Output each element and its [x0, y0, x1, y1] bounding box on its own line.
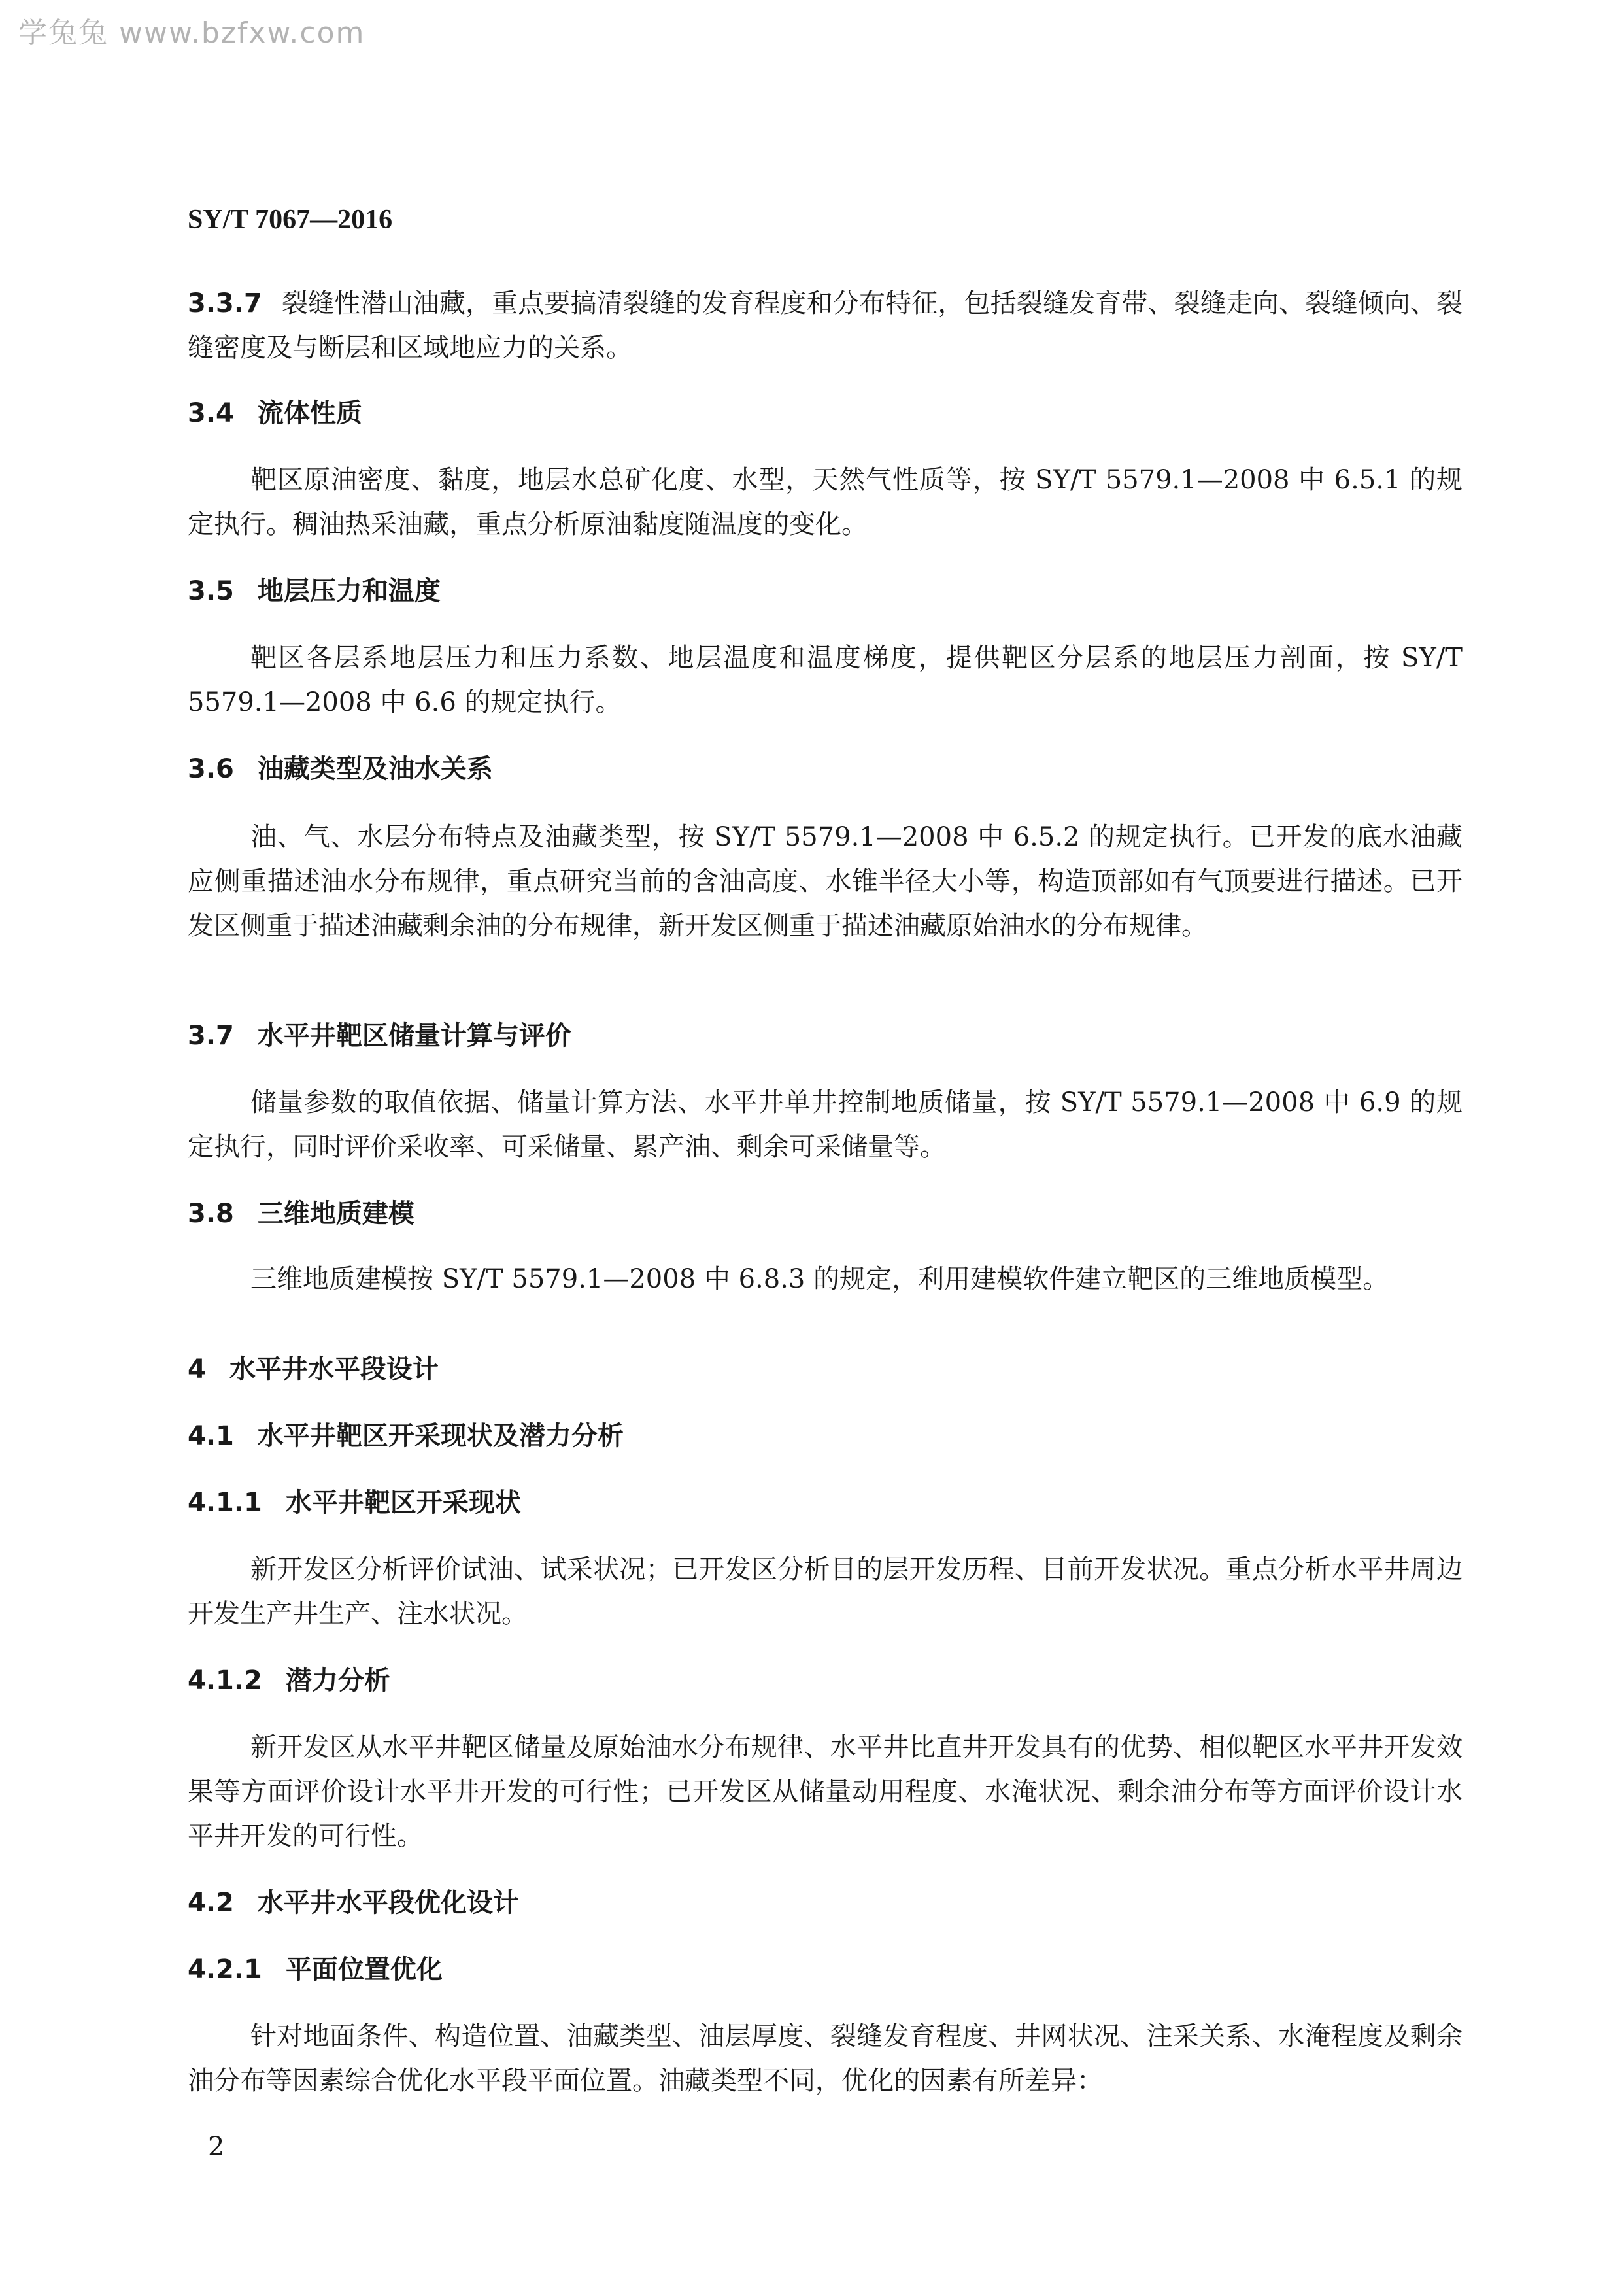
page-number: 2: [208, 2132, 225, 2162]
section-4-1-1-body: [188, 1547, 1463, 1636]
section-number: 3.4: [188, 398, 234, 428]
section-3-6-body: [188, 815, 1463, 948]
section-4-heading: [188, 1351, 1463, 1388]
section-title: 三维地质建模: [257, 1199, 414, 1229]
section-title: 地层压力和温度: [257, 576, 441, 606]
section-number: 3.8: [188, 1199, 234, 1229]
section-title: 潜力分析: [285, 1666, 390, 1696]
section-number: 3.5: [188, 576, 234, 606]
section-4-1-2-body: [188, 1725, 1463, 1858]
section-4-1-heading: [188, 1418, 1463, 1454]
section-number: 3.6: [188, 754, 234, 784]
section-number: 4: [188, 1354, 206, 1384]
section-3-4-heading: [188, 395, 1463, 432]
section-title: 平面位置优化: [285, 1955, 443, 1985]
section-number: 3.7: [188, 1021, 234, 1051]
section-title: 流体性质: [257, 398, 362, 428]
section-number: 3.3.7: [188, 288, 262, 318]
section-3-5-body: [188, 636, 1463, 725]
paragraph-text: 针对地面条件、构造位置、油藏类型、油层厚度、裂缝发育程度、井网状况、注采关系、水淹程度及剩余油分布等因素综合优化水平段平面位置。油藏类型不同，优化的因素有所差异：: [188, 2021, 1463, 2096]
paragraph-text: 储量参数的取值依据、储量计算方法、水平井单井控制地质储量，按 SY/T 5579.1—2008 中 6.9 的规定执行，同时评价采收率、可采储量、累产油、剩余可采储量等。: [188, 1087, 1463, 1162]
section-number: 4.1.2: [188, 1666, 262, 1696]
section-4-2-1-body: [188, 2014, 1463, 2103]
section-number: 4.1: [188, 1421, 234, 1451]
section-title: 水平井靶区开采现状及潜力分析: [257, 1421, 624, 1451]
section-3-8-body: [188, 1257, 1463, 1301]
section-title: 水平井靶区开采现状: [285, 1488, 521, 1518]
section-3-7-heading: [188, 1018, 1463, 1054]
paragraph-text: 三维地质建模按 SY/T 5579.1—2008 中 6.8.3 的规定，利用建模软件建立靶区的三维地质模型。: [250, 1264, 1389, 1294]
section-3-6-heading: [188, 751, 1463, 787]
paragraph-text: 靶区各层系地层压力和压力系数、地层温度和温度梯度，提供靶区分层系的地层压力剖面，按 SY/T 5579.1—2008 中 6.6 的规定执行。: [188, 643, 1463, 717]
section-4-2-heading: [188, 1885, 1463, 1921]
paragraph-text: 新开发区分析评价试油、试采状况；已开发区分析目的层开发历程、目前开发状况。重点分析水平井周边开发生产井生产、注水状况。: [188, 1554, 1463, 1629]
paragraph-text: 新开发区从水平井靶区储量及原始油水分布规律、水平井比直井开发具有的优势、相似靶区水平井开发效果等方面评价设计水平井开发的可行性；已开发区从储量动用程度、水淹状况、剩余油分布等方面评价设计水平井开发的可行性。: [188, 1732, 1463, 1851]
section-4-1-1-heading: [188, 1484, 1463, 1521]
section-3-3-7: [188, 281, 1463, 370]
section-3-5-heading: [188, 573, 1463, 609]
section-number: 4.1.1: [188, 1488, 262, 1518]
section-title: 水平井靶区储量计算与评价: [257, 1021, 571, 1051]
section-3-3-7-paragraph: [188, 281, 1463, 370]
section-4-2-1-heading: [188, 1951, 1463, 1988]
paragraph-text: 油、气、水层分布特点及油藏类型，按 SY/T 5579.1—2008 中 6.5.2 的规定执行。已开发的底水油藏应侧重描述油水分布规律，重点研究当前的含油高度、水锥半径大小等，构造顶部如有气顶要进行描述。已开发区侧重于描述油藏剩余油的分布规律，新开发区侧重于描述油藏原始油水的分布规律。: [188, 822, 1463, 941]
section-4-1-2-heading: [188, 1662, 1463, 1699]
standard-code-header: SY/T 7067—2016: [188, 205, 393, 235]
paragraph-text: 靶区原油密度、黏度，地层水总矿化度、水型，天然气性质等，按 SY/T 5579.1—2008 中 6.5.1 的规定执行。稠油热采油藏，重点分析原油黏度随温度的变化。: [188, 465, 1463, 539]
paragraph-text: 裂缝性潜山油藏，重点要搞清裂缝的发育程度和分布特征，包括裂缝发育带、裂缝走向、裂缝倾向、裂缝密度及与断层和区域地应力的关系。: [188, 288, 1463, 363]
section-title: 水平井水平段优化设计: [257, 1888, 519, 1918]
section-3-7-body: [188, 1080, 1463, 1169]
section-number: 4.2: [188, 1888, 234, 1918]
section-title: 油藏类型及油水关系: [257, 754, 493, 784]
watermark: 学兔兔 www.bzfxw.com: [18, 16, 365, 50]
section-title: 水平井水平段设计: [229, 1354, 439, 1384]
section-3-8-heading: [188, 1195, 1463, 1232]
section-3-4-body: [188, 458, 1463, 547]
section-number: 4.2.1: [188, 1955, 262, 1985]
